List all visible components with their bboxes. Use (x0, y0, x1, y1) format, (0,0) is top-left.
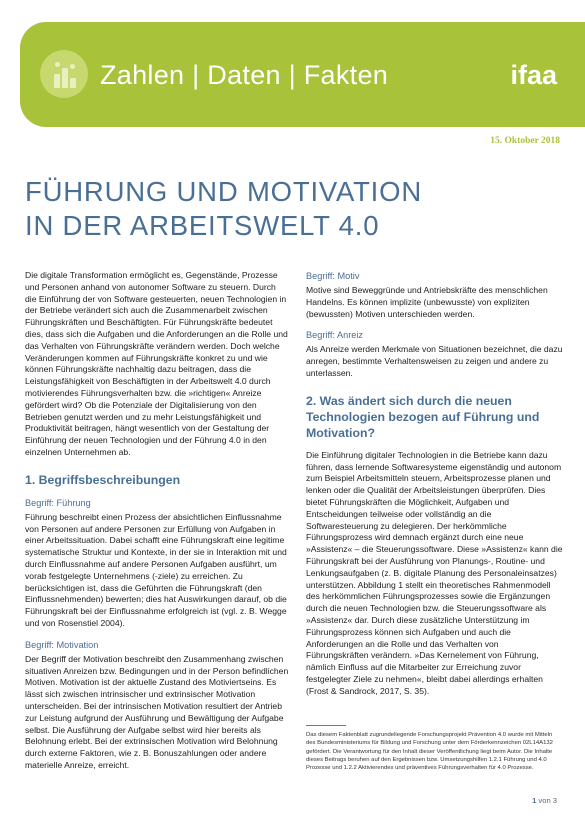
subheading-anreiz: Begriff: Anreiz (306, 330, 364, 341)
paragraph-motiv: Motive sind Beweggründe und Antriebskräfte des menschlichen Handelns. Es können implizite (unbewusste) von expliziten (bewussten) Motiven unterschieden werden. (306, 285, 548, 319)
publication-date: 15. Oktober 2018 (490, 136, 560, 146)
title-line: IN DER ARBEITSWELT 4.0 (25, 210, 380, 241)
page-number (532, 796, 557, 805)
right-column (306, 270, 563, 698)
paragraph-anreiz: Als Anreize werden Merkmale von Situationen bezeichnet, die dazu anregen, bestimmte Verhaltensweisen zu zeigen und andere zu unterlassen. (306, 344, 563, 378)
subheading-motiv: Begriff: Motiv (306, 271, 360, 281)
header-band (20, 22, 585, 127)
page-total-label: von 3 (538, 796, 557, 805)
footnote: Das diesem Faktenblatt zugrundeliegende Forschungsprojekt Prävention 4.0 wurde mit Mitteln des Bundesministeriums für Bildung und Forschung unter dem Förderkennzeichen 02L14A132 gefördert. Die Verantwortung für den Inhalt dieser Veröffentlichung liegt beim Autor. Die Inhalte dieses Beitrags beruhen auf den Ergebnissen bzw. Umsetzungshilfen 1.2.1 Führung und 4.0 Prozesse und 1.2.2 Aktivierendes und präventives Führungsverhalten für 4.0 Prozesse. (306, 732, 553, 772)
brand-logo-text: ifaa (510, 60, 557, 90)
section-heading: 1. Begriffsbeschreibungen (25, 472, 181, 487)
section-heading: 2. Was ändert sich durch die neuen Technologien bezogen auf Führung und Motivation? (306, 393, 540, 440)
footnote-divider (306, 725, 346, 726)
subheading-motivation: Begriff: Motivation (25, 639, 99, 650)
paragraph-section2: Die Einführung digitaler Technologien in die Betriebe kann dazu führen, dass lernende Softwaresysteme eigenständig und autonom zum Beispiel Arbeitsmitteln steuern, Arbeitsprozesse planen und lenken oder die Qualität der Arbeitsleistungen überprüfen. Dies bietet Führungskräften die Möglichkeit, Aufgaben und Entscheidungen teilweise oder vollständig an die Softwaresteuerung zu delegieren. Der herkömmliche Führungsprozess wird demnach ergänzt durch eine neue »Assistenz« – die Steuerungssoftware. Diese »Assistenz« kann die Führungskraft bei der Ausführung von Planungs-, Routine- und Lenkungsaufgaben (z. B. digitale Planung des Personaleinsatzes) unterstützen. Abbildung 1 stellt ein theoretisches Rahmenmodell des herkömmlichen Führungsprozesses sowie die Ergänzungen durch die neuen Technologien bzw. die Steuerungssoftware als »Assistenz« dar. Durch diese zusätzliche Unterstützung im Führungsprozess können sich Aufgaben und auch die Anforderungen an die Rolle und das Verhalten von Führungskräften verändern. »Das Kernelement von Führung, nämlich Einfluss auf die Mitarbeiter zur Erreichung zuvor festgelegter Ziele zu nehmen«, bleibt dabei allerdings erhalten (Frost & Sandrock, 2017, S. 35). (306, 449, 563, 696)
subheading-fuehrung: Begriff: Führung (25, 497, 91, 508)
intro-paragraph: Die digitale Transformation ermöglicht es, Gegenstände, Prozesse und Personen anhand von autonomer Software zu steuern. Durch die Einführung der von Software gesteuerten, neuen Technologien in der Betriebe verändert sich auch die Zusammenarbeit zwischen Führungskräften und Beschäftigten. Für Führungskräfte bedeutet dies, dass sich die Aufgaben und die Anforderungen an die Rolle und das Verhalten von Führungskräfte verändern werden. Doch welche Veränderungen kommen auf Führungskräfte konkret zu und wie können Führungskräfte nachhaltig dazu beitragen, dass die Leistungsfähigkeit von Beschäftigten in der Arbeitswelt 4.0 durch motivierendes Führungsverhalten bzw. die »richtigen« Anreize gefördert wird? Ob die Potenziale der Digitalisierung von den Betrieben genutzt werden und zu mehr Leistungsfähigkeit und Produktivität beitragen, hängt wesentlich von der Gestaltung der Einführung der neuen Technologien und der Führung 4.0 in den einzelnen Unternehmen ab. (25, 270, 288, 457)
paragraph-fuehrung: Führung beschreibt einen Prozess der absichtlichen Einflussnahme von Personen auf andere Personen zur Erfüllung von Aufgaben in einer Arbeitssituation. Dabei schafft eine Führungskraft eine legitime systematische Struktur und Kontexte, in der sie in Interaktion mit und durch Einflussnahme auf andere Personen Aufgaben ausführt, um vorab festgelegte Unternehmens (-ziele) zu erreichen. Zu berücksichtigen ist, dass die Geführten die Führungskraft (den Einflussnehmenden) bewerten; dies hat Auswirkungen darauf, ob die Führungskraft bei der Einflussnahme erfolgreich ist (vgl. z. B. Wegge und von Rosenstiel 2004). (25, 511, 287, 628)
header-title: Zahlen | Daten | Fakten (100, 60, 389, 90)
left-column (25, 270, 289, 772)
page-current: 1 (532, 796, 537, 805)
page-title (25, 175, 422, 243)
paragraph-motivation: Der Begriff der Motivation beschreibt den Zusammenhang zwischen situativen Anreizen bzw. Bedingungen und in der Person befindlichen Motiven. Motivation ist der aktuelle Zustand des Motiviertseins. Es lässt sich zwischen intrinsischer und extrinsischer Motivation unterscheiden. Bei der intrinsischen Motivation resultiert der Antrieb zur Leistung aufgrund der Ausführung und Bewältigung der Aufgabe selbst. Die Ausführung der Aufgabe selbst wird hier bereits als Belohnung erlebt. Bei der extrinsischen Motivation wird Belohnung durch externe Faktoren, wie z. B. Bonuszahlungen oder andere materielle Anreize, erreicht. (25, 653, 289, 770)
title-line: FÜHRUNG UND MOTIVATION (25, 176, 422, 207)
chart-figure-logo-icon (40, 50, 88, 98)
